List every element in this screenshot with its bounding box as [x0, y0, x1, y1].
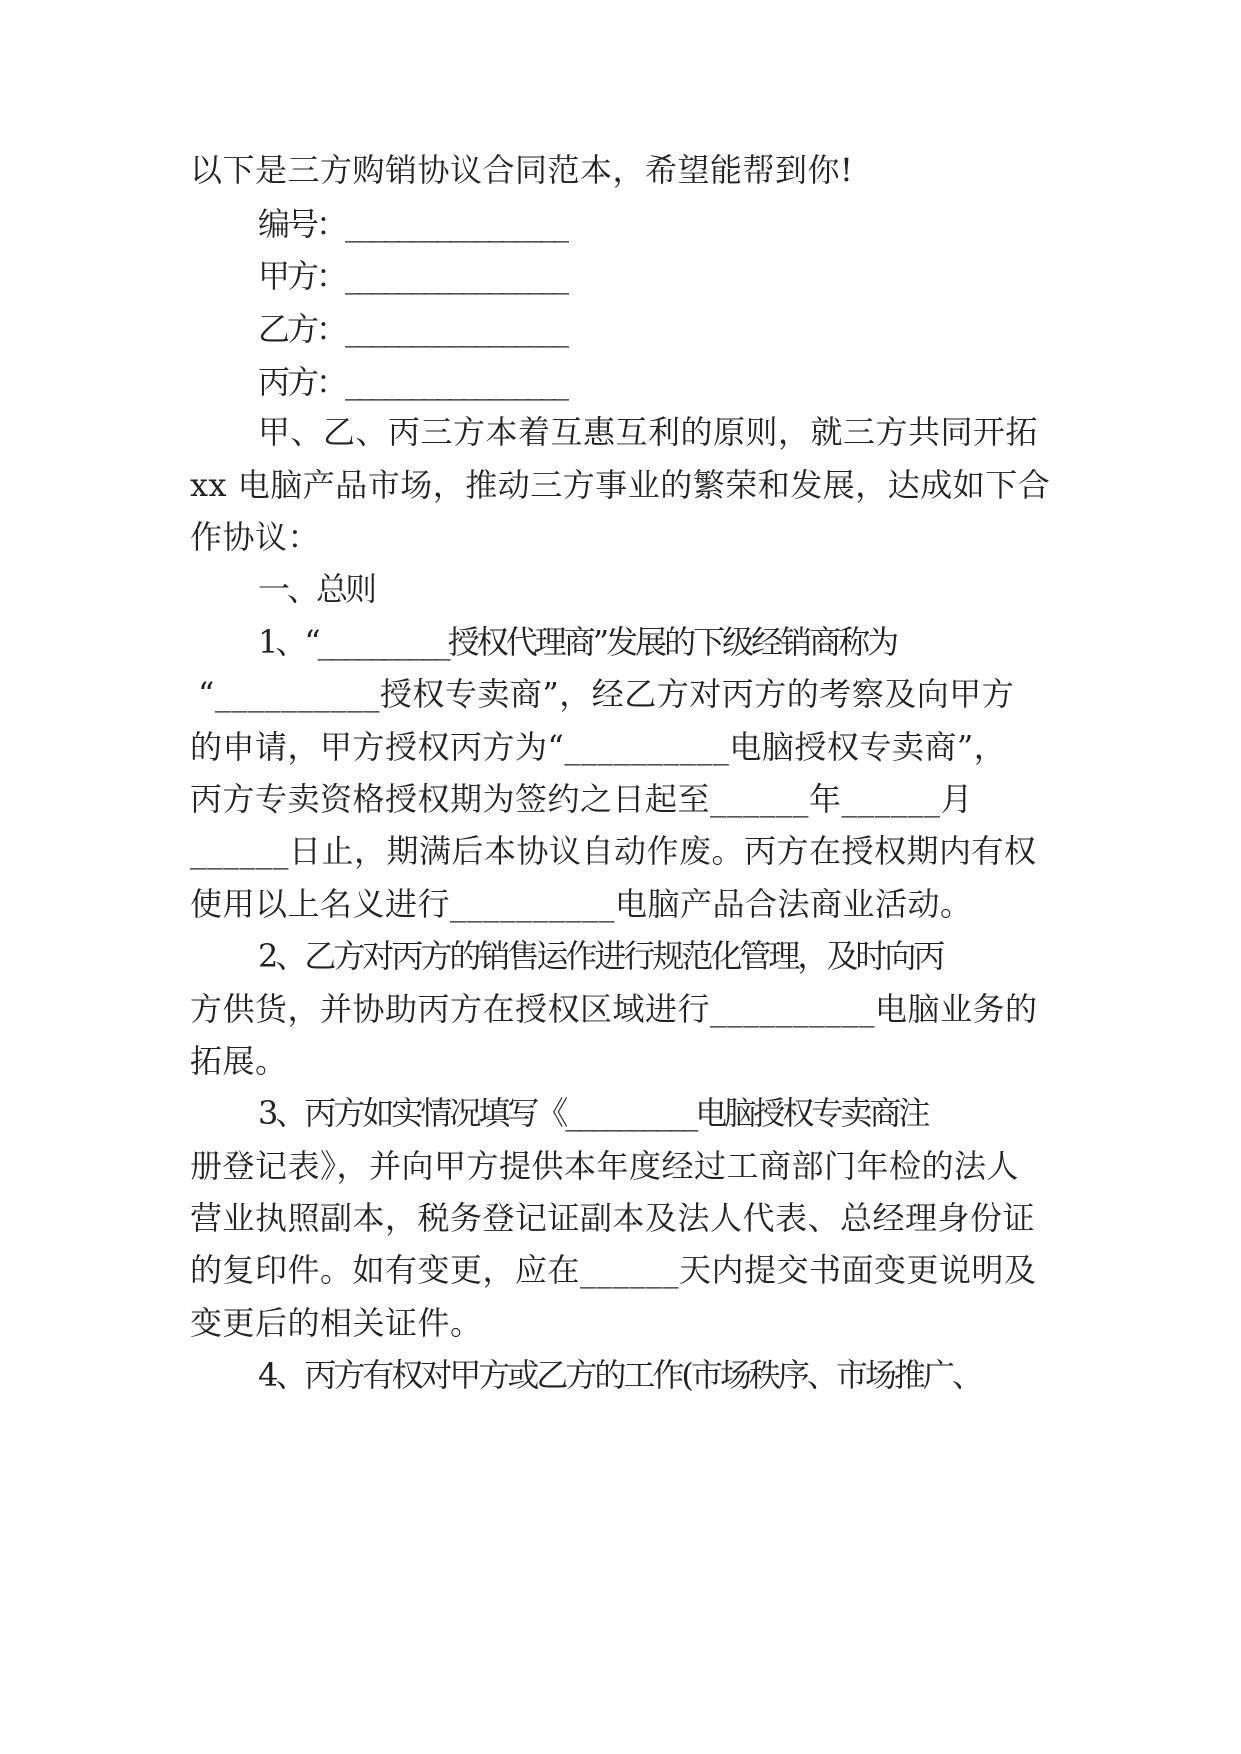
clause-3-line-5: 变更后的相关证件。	[190, 1304, 483, 1342]
section-heading-general: 一、总则	[258, 570, 375, 608]
clause-2-line-3: 拓展。	[190, 1042, 288, 1080]
clause-3-line-2: 册登记表》，并向甲方提供本年度经过工商部门年检的法人	[190, 1147, 1020, 1185]
clause-3-line-4: 的复印件。如有变更，应在______天内提交书面变更说明及	[190, 1251, 1037, 1289]
clause-4-line-1: 4、丙方有权对甲方或乙方的工作(市场秩序、市场推广、	[258, 1356, 981, 1394]
preamble-line-2: xx 电脑产品市场，推动三方事业的繁荣和发展，达成如下合	[190, 466, 1051, 504]
clause-1-line-6: 使用以上名义进行__________电脑产品合法商业活动。	[190, 885, 973, 923]
clause-1-line-2: “__________授权专卖商”，经乙方对丙方的考察及向甲方	[198, 675, 1015, 713]
field-number: 编号：_________________	[258, 205, 567, 243]
clause-3-line-3: 营业执照副本，税务登记证副本及法人代表、总经理身份证	[190, 1199, 1036, 1237]
clause-1-line-5: ______日止，期满后本协议自动作废。丙方在授权期内有权	[190, 832, 1037, 870]
clause-1-line-4: 丙方专卖资格授权期为签约之日起至______年______月	[190, 780, 974, 818]
preamble-line-1: 甲、乙、丙三方本着互惠互利的原则，就三方共同开拓	[258, 413, 1039, 451]
field-party-c: 丙方：_________________	[258, 363, 567, 401]
clause-2-line-1: 2、乙方对丙方的销售运作进行规范化管理，及时向丙	[258, 937, 943, 975]
clause-2-line-2: 方供货，并协助丙方在授权区域进行__________电脑业务的	[190, 990, 1038, 1028]
field-party-a: 甲方：_________________	[258, 257, 567, 295]
clause-1-line-3: 的申请，甲方授权丙方为“__________电脑授权专卖商”，	[190, 728, 1007, 766]
clause-1-line-1: 1、“__________授权代理商”发展的下级经销商称为	[258, 623, 897, 661]
intro-line: 以下是三方购销协议合同范本，希望能帮到你!	[190, 151, 854, 189]
preamble-line-3: 作协议：	[190, 518, 321, 556]
field-party-b: 乙方：_________________	[258, 310, 567, 348]
clause-3-line-1: 3、丙方如实情况填写《__________电脑授权专卖商注	[258, 1094, 928, 1132]
